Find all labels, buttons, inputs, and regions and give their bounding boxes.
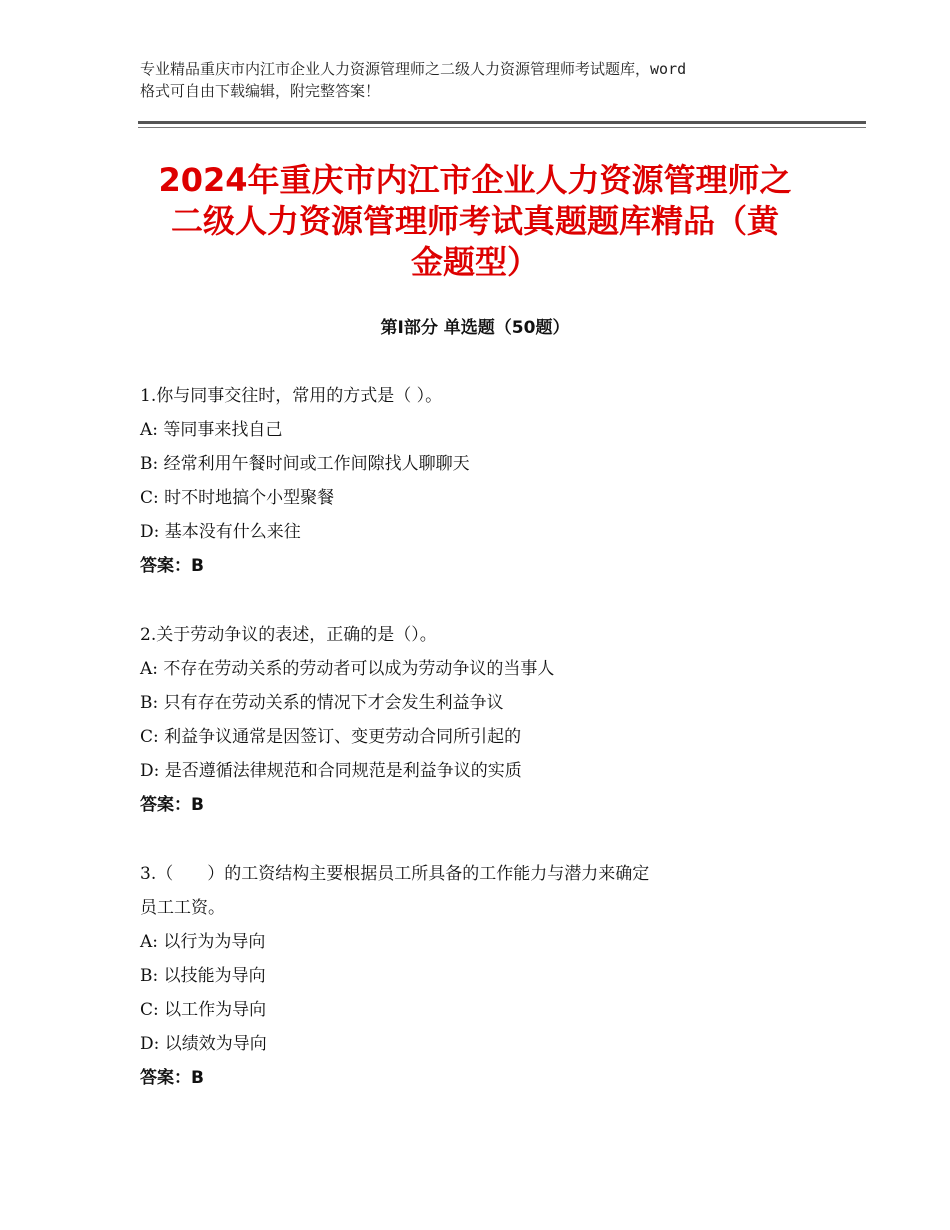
header-rule-thick [138,121,866,124]
option-a: A: 以行为为导向 [140,932,266,952]
question-2 [140,618,820,822]
document-title [100,160,850,283]
option-a: A: 等同事来找自己 [140,420,283,440]
option-c: C: 时不时地搞个小型聚餐 [140,488,335,508]
option-b: B: 只有存在劳动关系的情况下才会发生利益争议 [140,693,504,713]
question-stem: 1.你与同事交往时，常用的方式是（ ）。 [140,386,443,406]
document-header-note [140,58,820,102]
option-a: A: 不存在劳动关系的劳动者可以成为劳动争议的当事人 [140,659,555,679]
answer-label: 答案：B [140,556,204,576]
option-b: B: 以技能为导向 [140,966,266,986]
question-stem: 3.（ ）的工资结构主要根据员工所具备的工作能力与潜力来确定 [140,864,650,884]
question-3 [140,857,820,1095]
option-d: D: 基本没有什么来往 [140,522,301,542]
option-b: B: 经常利用午餐时间或工作间隙找人聊聊天 [140,454,470,474]
title-line-2: 二级人力资源管理师考试真题题库精品（黄 [170,202,779,240]
option-d: D: 以绩效为导向 [140,1034,267,1054]
header-rule-thin [138,127,866,128]
section-heading: 第Ⅰ部分 单选题（50题） [380,318,570,338]
header-note-line-2: 格式可自由下载编辑，附完整答案！ [140,82,381,100]
option-d: D: 是否遵循法律规范和合同规范是利益争议的实质 [140,761,522,781]
option-c: C: 利益争议通常是因签订、变更劳动合同所引起的 [140,727,522,747]
header-note-line-1: 专业精品重庆市内江市企业人力资源管理师之二级人力资源管理师考试题库，word [140,60,687,78]
option-c: C: 以工作为导向 [140,1000,267,1020]
title-line-1: 2024年重庆市内江市企业人力资源管理师之 [158,161,792,199]
question-stem-continued: 员工工资。 [140,898,225,918]
title-line-3: 金题型） [410,243,539,281]
answer-label: 答案：B [140,1068,204,1088]
answer-label: 答案：B [140,795,204,815]
question-1 [140,379,820,583]
question-stem: 2.关于劳动争议的表述，正确的是（）。 [140,625,437,645]
